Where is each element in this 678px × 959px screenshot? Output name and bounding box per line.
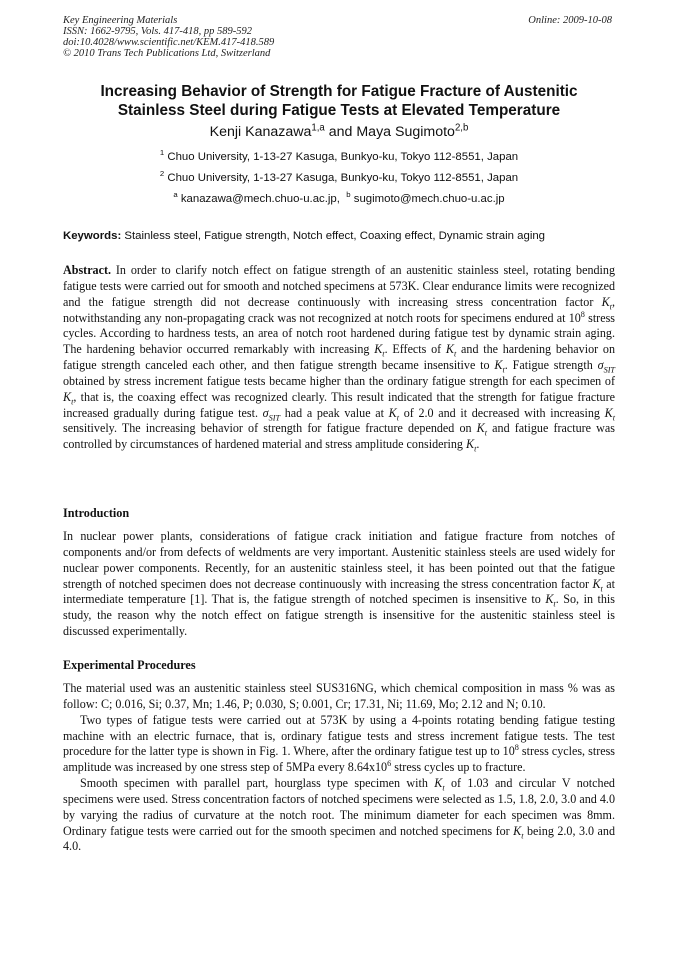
journal-copyright: © 2010 Trans Tech Publications Ltd, Switzerland xyxy=(63,48,271,59)
abstract-text: In order to clarify notch effect on fatigue strength of an austenitic stainless steel, rotating bending fatigue tests were carried out for smooth and notched specimens at 573K. Clear endurance limits were recognized and the fatigue strength did not decrease continuously with increasing stress concentration factor xyxy=(63,263,615,309)
keywords xyxy=(63,229,623,243)
kt-subscript: t xyxy=(454,349,457,359)
author-and: and xyxy=(324,124,357,140)
introduction-paragraph xyxy=(63,529,615,640)
kt-symbol: K xyxy=(592,576,601,591)
kt-subscript: t xyxy=(502,365,505,375)
kt-symbol: K xyxy=(63,389,72,404)
author-emails xyxy=(63,192,615,206)
exponent: 6 xyxy=(387,759,392,769)
journal-header xyxy=(63,15,274,59)
abstract-text: . Effects of xyxy=(384,342,446,357)
paper-title xyxy=(63,82,615,120)
kt-subscript: t xyxy=(521,831,524,840)
kt-symbol: K xyxy=(513,823,522,838)
exp-text: stress cycles, stress amplitude was increased by one stress step of 5MPa every 8.64x10 xyxy=(63,744,615,775)
kt-subscript: t xyxy=(71,397,74,407)
title-line-2: Stainless Steel during Fatigue Tests at Elevated Temperature xyxy=(117,102,561,119)
email-b[interactable]: sugimoto@mech.chuo-u.ac.jp xyxy=(350,193,505,205)
abstract-text: and the hardening behavior on fatigue strength canceled each other, and then fatigue strength became insensitive to xyxy=(63,342,615,373)
exp-text: stress cycles up to fracture. xyxy=(391,760,526,775)
abstract-text: stress cycles. According to hardness tests, an area of notch root hardened during fatigue test by dynamic strain aging. The hardening behavior occurred remarkably with increasing xyxy=(63,310,615,357)
kt-subscript: t xyxy=(609,302,612,312)
abstract-text: and fatigue fracture was controlled by circumstances of hardened material and stress amplitude considering xyxy=(63,421,615,452)
sigma-subscript: SIT xyxy=(603,365,615,375)
kt-symbol: K xyxy=(388,405,397,420)
affiliation-2 xyxy=(63,171,615,185)
keywords-label: Keywords: xyxy=(63,230,122,242)
kt-symbol: K xyxy=(476,421,485,436)
title-line-1: Increasing Behavior of Strength for Fatigue Fracture of Austenitic xyxy=(100,83,578,100)
journal-issn: ISSN: 1662-9795, Vols. 417-418, pp 589-592 xyxy=(63,26,252,37)
exp-text: Smooth specimen with parallel part, hourglass type specimen with xyxy=(80,776,435,791)
kt-symbol: K xyxy=(466,437,475,452)
affiliation-2-text: Chuo University, 1-13-27 Kasuga, Bunkyo-ku, Tokyo 112-8551, Japan xyxy=(164,172,519,184)
kt-subscript: t xyxy=(474,444,477,454)
abstract-text: sensitively. The increasing behavior of strength for fatigue fracture depended on xyxy=(63,421,477,436)
abstract-text: , notwithstanding any non-propagating crack was not recognized at notch roots for specimens endured at 10 xyxy=(63,294,615,325)
affiliation-1-text: Chuo University, 1-13-27 Kasuga, Bunkyo-ku, Tokyo 112-8551, Japan xyxy=(164,151,519,163)
kt-symbol: K xyxy=(601,294,610,309)
experimental-paragraph-1: The material used was an austenitic stainless steel SUS316NG, which chemical composition in mass % was as follow: C; 0.016, Si; 0.37, Mn; 1.46, P; 0.030, S; 0.001, Cr; 17.31, Ni; 11.69, Mo; 2.12 and N; 0.10. xyxy=(63,681,615,711)
sigma-subscript: SIT xyxy=(268,413,281,422)
abstract-label: Abstract. xyxy=(63,263,112,277)
intro-text: at intermediate temperature [1]. That is, the fatigue strength of notched specimen is insensitive to xyxy=(63,576,615,607)
kt-symbol: K xyxy=(604,405,613,420)
kt-subscript: t xyxy=(600,583,603,593)
kt-subscript: t xyxy=(553,599,556,609)
kt-subscript: t xyxy=(442,783,445,793)
online-date: Online: 2009-10-08 xyxy=(528,15,612,26)
kt-subscript: t xyxy=(396,413,400,422)
experimental-paragraph-2 xyxy=(63,713,615,776)
kt-symbol: K xyxy=(545,592,554,607)
kt-subscript: t xyxy=(382,349,385,359)
intro-text: . So, in this study, the reason why the notch effect on fatigue strength is insensitive for the austenitic stainless steel is discussed experimentally. xyxy=(63,592,615,639)
affiliation-1 xyxy=(63,150,615,164)
author-list xyxy=(63,123,615,141)
kt-symbol: K xyxy=(374,342,383,357)
abstract-text: . xyxy=(476,437,480,452)
abstract xyxy=(63,263,615,453)
kt-symbol: K xyxy=(494,358,503,373)
author-1: Kenji Kanazawa xyxy=(209,124,312,140)
author-1-affil: 1,a xyxy=(311,122,325,134)
abstract-text: of 2.0 and it decreased with increasing xyxy=(399,405,605,420)
author-2-affil: 2,b xyxy=(454,122,469,134)
affiliation-2-number: 2 xyxy=(159,169,165,179)
abstract-text: , that is, the coaxing effect was recognized clearly. This result indicated that the strength for fatigue fracture increased gradually during fatigue test. xyxy=(63,389,615,420)
experimental-section xyxy=(63,681,615,855)
section-heading-experimental: Experimental Procedures xyxy=(63,658,196,672)
intro-text: In nuclear power plants, considerations of fatigue crack initiation and fatigue fracture from notches of components and/or from defects of weldments are very important. Austenitic stainless steels are used widely for nuclear power components. Recently, for an austenitic stainless steel, it has been pointed out that the fatigue strength of notched specimen does not decrease continuously with increasing the stress concentration factor xyxy=(63,529,615,591)
kt-symbol: K xyxy=(434,776,443,791)
exponent: 8 xyxy=(580,309,585,319)
author-2: Maya Sugimoto xyxy=(356,124,455,140)
keywords-text: Stainless steel, Fatigue strength, Notch effect, Coaxing effect, Dynamic strain aging xyxy=(121,230,546,242)
section-heading-introduction: Introduction xyxy=(63,506,130,520)
email-b-marker: b xyxy=(346,190,351,200)
exp-text: of 1.03 and circular V notched specimens were used. Stress concentration factors of notched specimens were selected as 1.5, 1.8, 2.0, 3.0 and 4.0 by varying the radius of curvature at the notch root. The minimum diameter for each specimen was 8mm. Ordinary fatigue tests were carried out for the smooth specimen and notched specimens for xyxy=(63,776,615,838)
kt-subscript: t xyxy=(484,428,488,438)
exp-text: being 2.0, 3.0 and 4.0. xyxy=(63,823,615,854)
experimental-paragraph-3 xyxy=(63,776,615,855)
email-a-marker: a xyxy=(173,190,178,200)
affiliation-1-number: 1 xyxy=(159,148,165,158)
kt-symbol: K xyxy=(445,342,454,357)
exp-text: Two types of fatigue tests were carried out at 573K by using a 4-points rotating bending fatigue testing machine with an electric furnace, that is, ordinary fatigue tests and stress increment fatigue tests. The test procedure for the latter type is shown in Fig. 1. Where, after the ordinary fatigue test up to 10 xyxy=(63,712,615,759)
journal-name: Key Engineering Materials xyxy=(63,15,178,26)
abstract-text: . Fatigue strength xyxy=(504,358,598,373)
journal-doi: doi:10.4028/www.scientific.net/KEM.417-418.589 xyxy=(63,37,275,48)
abstract-text: obtained by stress increment fatigue tests became higher than the ordinary fatigue strength for each specimen of xyxy=(63,373,615,388)
sigma-symbol: σ xyxy=(597,358,604,373)
abstract-text: had a peak value at xyxy=(280,405,389,420)
kt-subscript: t xyxy=(612,413,616,422)
email-a[interactable]: kanazawa@mech.chuo-u.ac.jp, xyxy=(177,193,340,205)
sigma-symbol: σ xyxy=(262,405,269,420)
exponent: 8 xyxy=(514,743,519,753)
